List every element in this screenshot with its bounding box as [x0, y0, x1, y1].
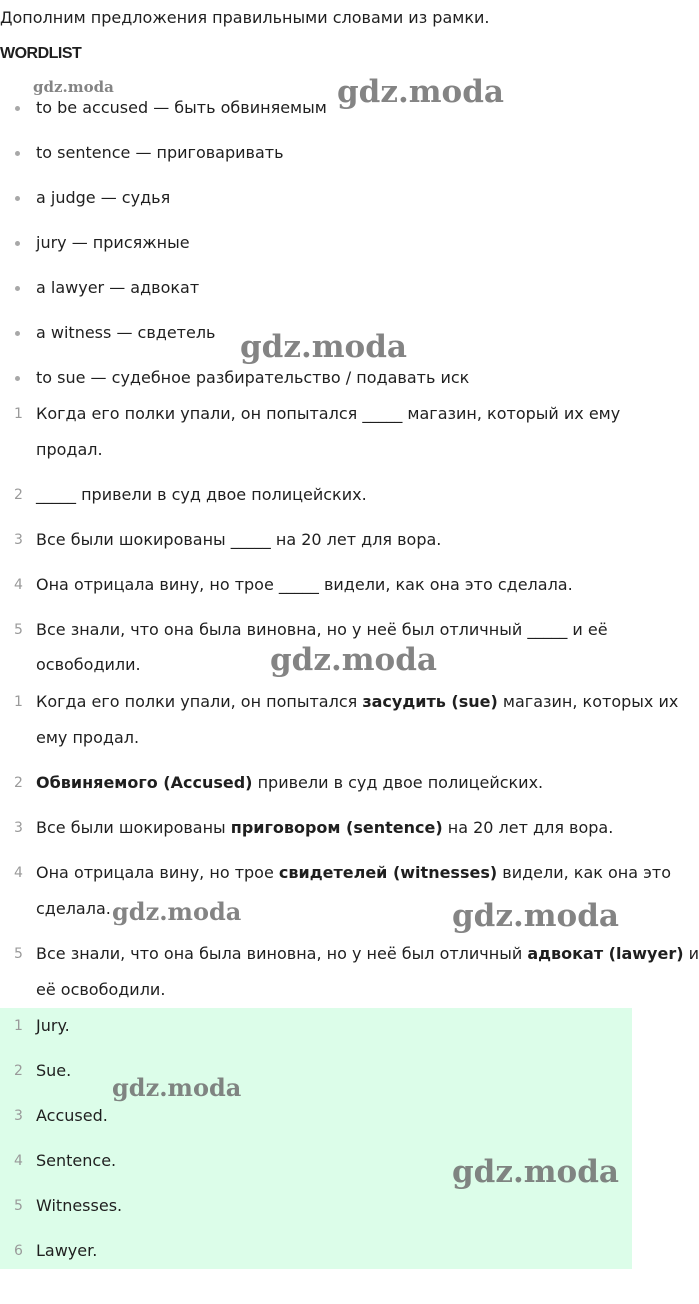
wordlist-heading: WORDLIST [0, 45, 82, 62]
short-answers-block [0, 1008, 632, 1269]
answer-post: видели, как она это [497, 863, 672, 882]
wordlist-item: a lawyer — адвокат [36, 278, 200, 297]
answer-text-continued: её освободили. [36, 980, 166, 999]
answer-pre: Все знали, что она была виновна, но у неё был отличный [36, 944, 528, 963]
wordlist-item: a judge — судья [36, 188, 171, 207]
answer-text-continued: сделала. [36, 899, 111, 918]
watermark: gdz.moda [112, 897, 242, 926]
bullet-icon [15, 241, 20, 246]
answer-pre: Когда его полки упали, он попытался [36, 692, 363, 711]
bullet-icon [15, 151, 20, 156]
watermark: gdz.moda [452, 1154, 619, 1190]
answer-post: на 20 лет для вора. [442, 818, 614, 837]
answer-text [36, 684, 678, 720]
bullet-icon [15, 196, 20, 201]
answer-number: 3 [14, 820, 23, 836]
answer-post: и [683, 944, 699, 963]
task-number: 3 [14, 532, 23, 548]
answer-text [36, 855, 678, 891]
answer-post: магазин, которых их [497, 692, 679, 711]
answer-number: 4 [14, 865, 23, 881]
task-number: 2 [14, 487, 23, 503]
task-text: Она отрицала вину, но трое _____ видели, как она это сделала. [36, 575, 573, 594]
short-answer-number: 6 [14, 1243, 23, 1259]
task-text: Когда его полки упали, он попытался _____ магазин, который их ему [36, 404, 621, 423]
task-text-continued: освободили. [36, 655, 141, 674]
answer-text [36, 810, 678, 846]
answer-text [36, 936, 699, 972]
short-answer-text: Jury. [36, 1016, 70, 1035]
short-answer-number: 2 [14, 1063, 23, 1079]
watermark: gdz.moda [270, 642, 437, 678]
bullet-icon [15, 286, 20, 291]
wordlist-item: jury — присяжные [36, 233, 190, 252]
answer-post: привели в суд двое полицейских. [252, 773, 544, 792]
short-answer-number: 3 [14, 1108, 23, 1124]
answer-text [36, 765, 678, 801]
bullet-icon [15, 106, 20, 111]
answer-number: 2 [14, 775, 23, 791]
answer-word: приговором (sentence) [230, 818, 443, 837]
task-text: _____ привели в суд двое полицейских. [36, 485, 367, 504]
answer-pre: Все были шокированы [36, 818, 231, 837]
short-answer-text: Sentence. [36, 1151, 117, 1170]
watermark: gdz.moda [452, 898, 619, 934]
wordlist-item: to sentence — приговаривать [36, 143, 284, 162]
bullet-icon [15, 331, 20, 336]
answer-word: свидетелей (witnesses) [278, 863, 498, 882]
watermark: gdz.moda [337, 74, 504, 110]
answer-number: 5 [14, 946, 23, 962]
wordlist-item: a witness — свдетель [36, 323, 216, 342]
task-number: 5 [14, 622, 23, 638]
answer-word: засудить (sue) [362, 692, 498, 711]
short-answer-text: Accused. [36, 1106, 108, 1125]
watermark: gdz.moda [33, 78, 114, 96]
bullet-icon [15, 376, 20, 381]
short-answer-text: Witnesses. [36, 1196, 123, 1215]
answer-word: адвокат (lawyer) [527, 944, 684, 963]
watermark: gdz.moda [112, 1073, 242, 1102]
wordlist-item: to sue — судебное разбирательство / подавать иск [36, 368, 470, 387]
task-text: Все знали, что она была виновна, но у неё был отличный _____ и её [36, 620, 608, 639]
wordlist-item: to be accused — быть обвиняемым [36, 98, 327, 117]
task-number: 4 [14, 577, 23, 593]
answer-text-continued: ему продал. [36, 728, 140, 747]
answer-word: Обвиняемого (Accused) [36, 773, 253, 792]
short-answer-number: 4 [14, 1153, 23, 1169]
short-answer-text: Lawyer. [36, 1241, 98, 1260]
intro-text: Дополним предложения правильными словами из рамки. [0, 8, 490, 27]
task-text: Все были шокированы _____ на 20 лет для вора. [36, 530, 442, 549]
task-number: 1 [14, 406, 23, 422]
task-text-continued: продал. [36, 440, 103, 459]
short-answer-text: Sue. [36, 1061, 72, 1080]
answer-pre: Она отрицала вину, но трое [36, 863, 279, 882]
short-answer-number: 5 [14, 1198, 23, 1214]
watermark: gdz.moda [240, 329, 407, 365]
answer-number: 1 [14, 694, 23, 710]
short-answer-number: 1 [14, 1018, 23, 1034]
